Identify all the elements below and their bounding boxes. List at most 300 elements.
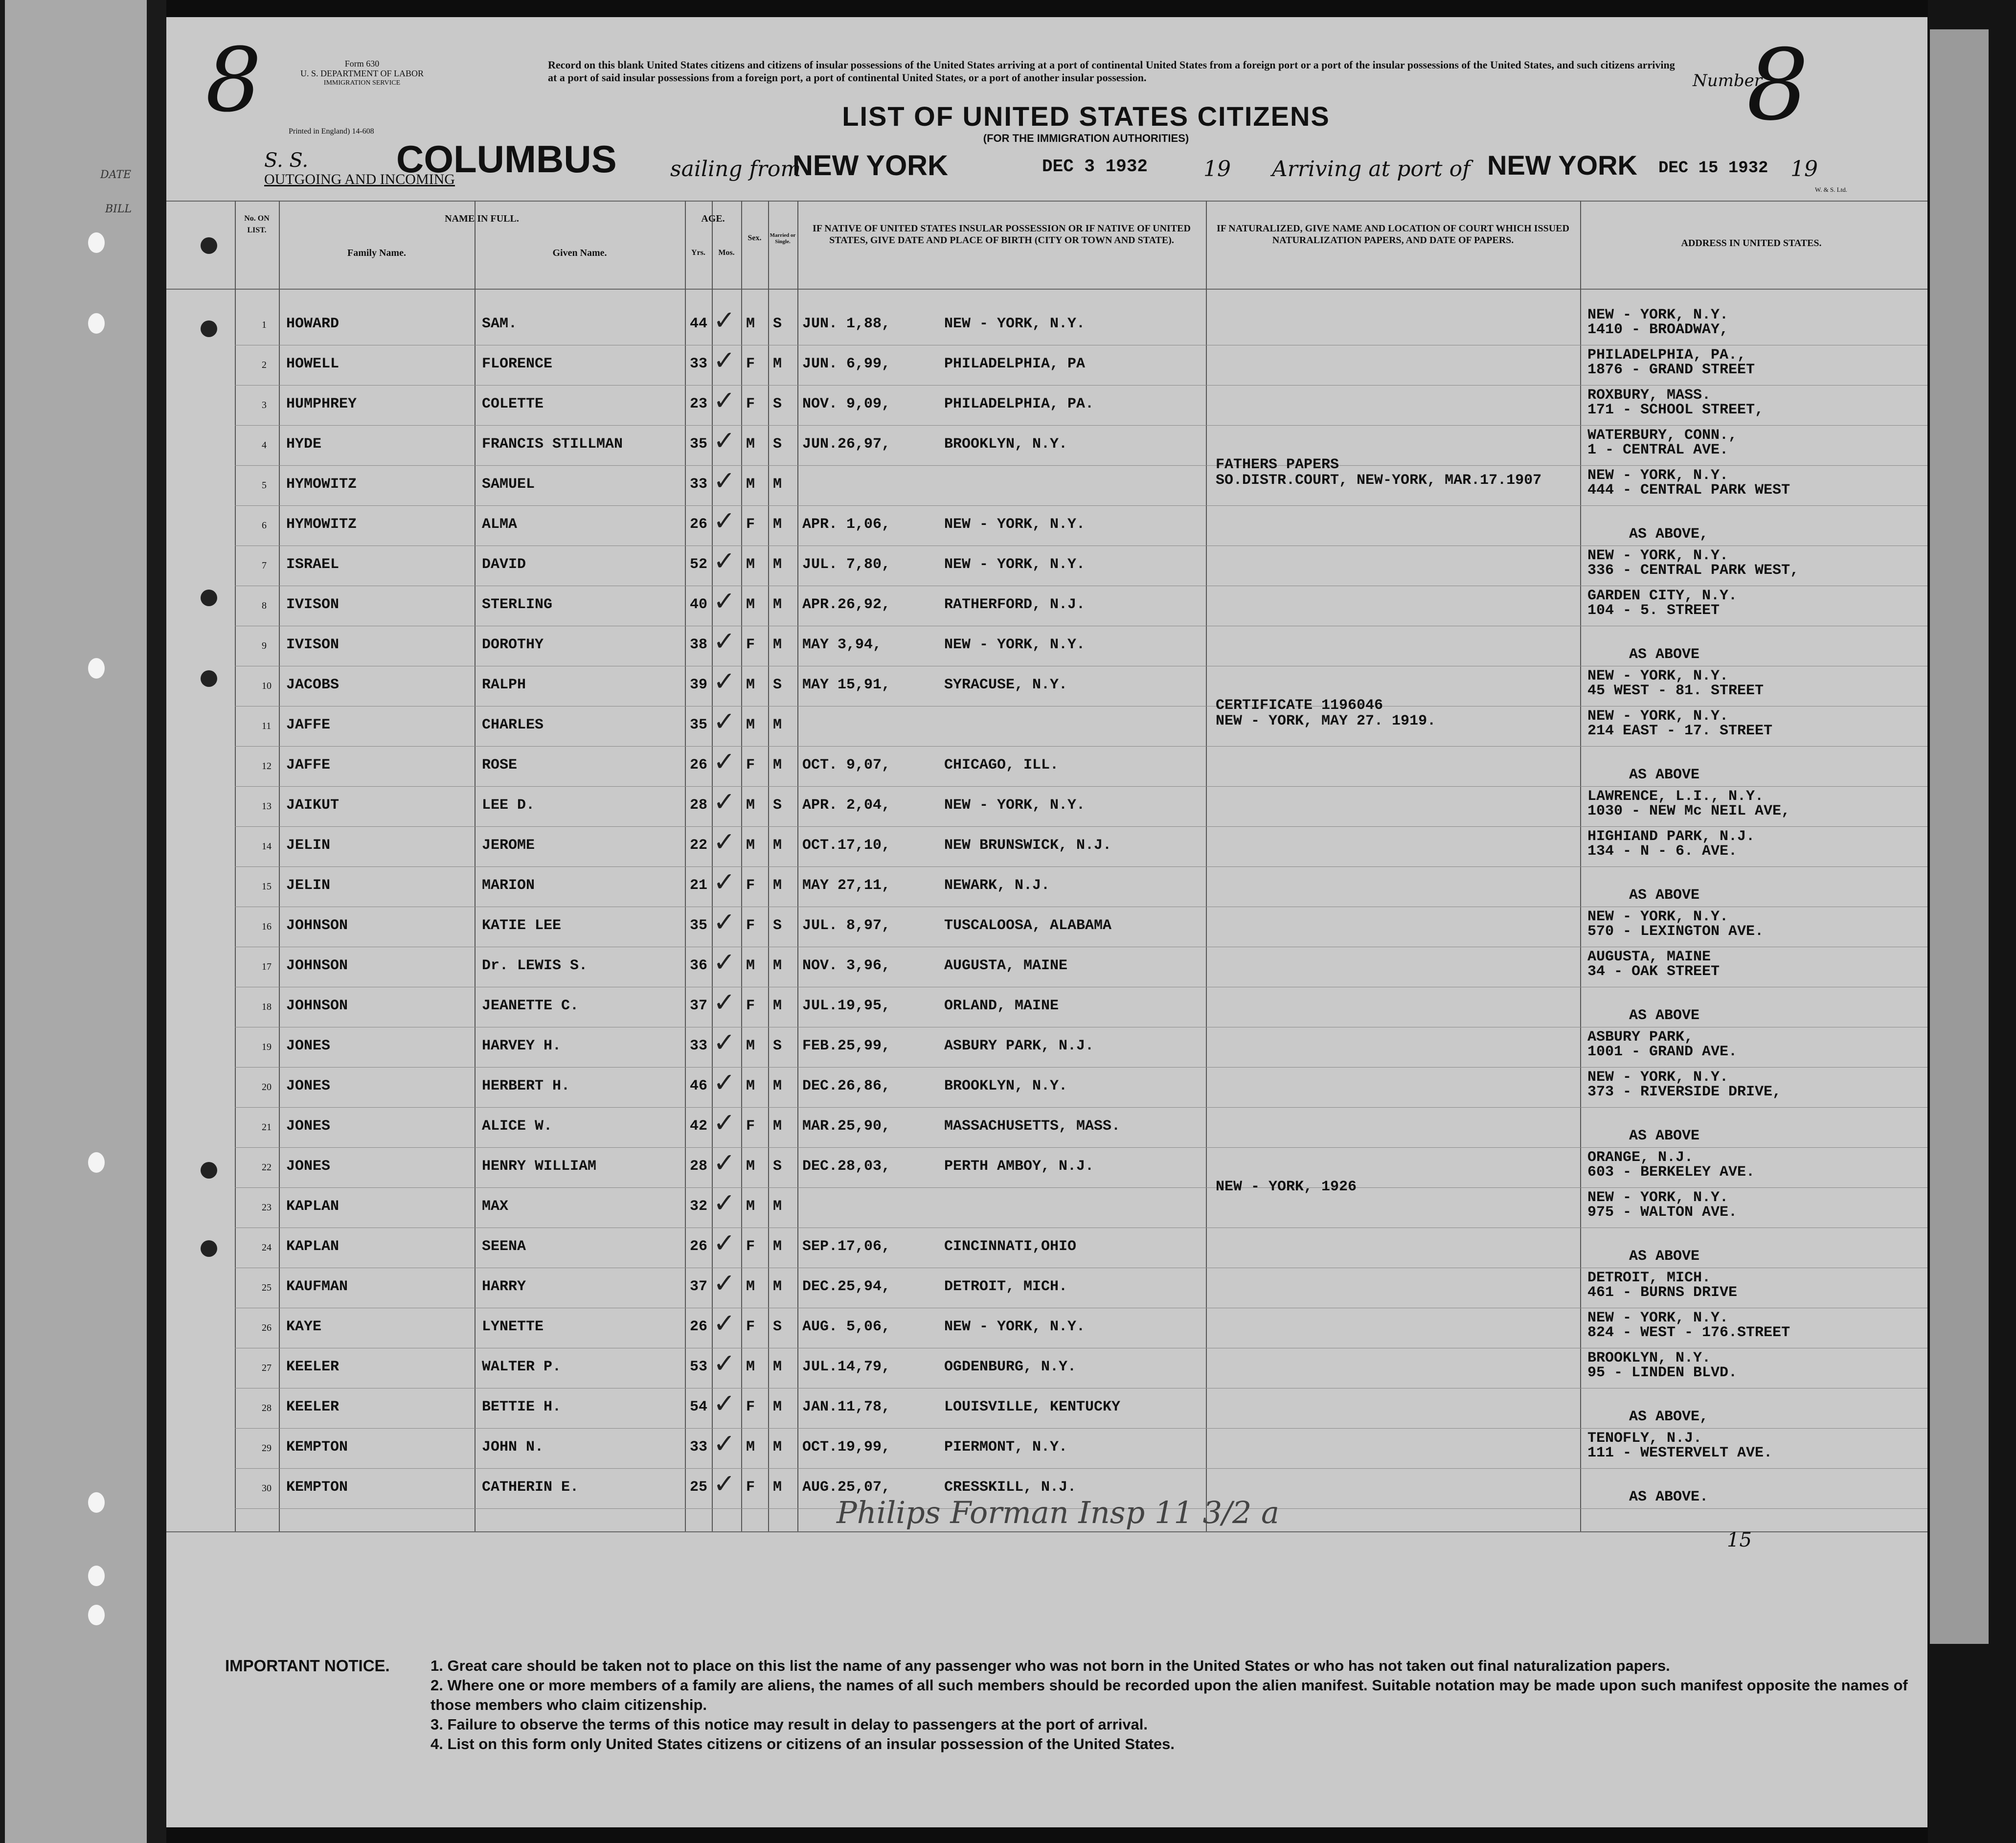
- punch-hole: [88, 1152, 105, 1173]
- row-family: JELIN: [286, 837, 331, 854]
- row-birth-place: ASBURY PARK, N.J.: [944, 1038, 1094, 1054]
- row-rule: [235, 505, 1927, 506]
- row-address-2: 104 - 5. STREET: [1587, 602, 1720, 619]
- row-birth-place: NEW BRUNSWICK, N.J.: [944, 837, 1112, 854]
- row-sex: F: [746, 917, 755, 934]
- row-birth-date: OCT.19,99,: [802, 1439, 891, 1456]
- rule: [235, 201, 236, 1531]
- sailing-from-port: NEW YORK: [793, 150, 948, 182]
- col-yrs: Yrs.: [691, 249, 705, 257]
- row-birth-place: DETROIT, MICH.: [944, 1278, 1068, 1295]
- row-no: 1: [262, 319, 267, 330]
- notice-item-2: 2. Where one or more members of a family are aliens, the names of all such members should be recorded upon the alien manifest. Suitable notation may be made upon such manifest opposite the names of those members who claim citizenship.: [430, 1677, 1908, 1713]
- checkmark-icon: ✓: [713, 866, 736, 897]
- number-label: Number: [1693, 71, 1763, 91]
- row-birth-date: MAY 3,94,: [802, 637, 882, 653]
- punch-hole: [201, 1240, 217, 1257]
- row-no: 27: [262, 1363, 272, 1373]
- checkmark-icon: ✓: [713, 786, 736, 817]
- department: U. S. DEPARTMENT OF LABOR: [300, 68, 424, 78]
- arriving-port: NEW YORK: [1487, 150, 1637, 181]
- row-family: IVISON: [286, 596, 340, 613]
- row-address-1: DETROIT, MICH.: [1587, 1270, 1711, 1286]
- row-family: JONES: [286, 1078, 331, 1094]
- row-address-2: AS ABOVE: [1629, 1128, 1700, 1144]
- row-birth-date: JUN.26,97,: [802, 436, 891, 453]
- row-given: CHARLES: [482, 717, 544, 733]
- row-sex: M: [746, 797, 755, 814]
- row-birth-place: PIERMONT, N.Y.: [944, 1439, 1068, 1456]
- page-mark-left: 8: [205, 29, 262, 132]
- row-sex: M: [746, 1198, 755, 1215]
- row-address-2: 373 - RIVERSIDE DRIVE,: [1587, 1084, 1782, 1100]
- row-address-1: NEW - YORK, N.Y.: [1587, 668, 1729, 684]
- row-given: MAX: [482, 1198, 509, 1215]
- row-birth-place: NEW - YORK, N.Y.: [944, 516, 1086, 533]
- row-given: HENRY WILLIAM: [482, 1158, 597, 1175]
- row-address-1: AUGUSTA, MAINE: [1587, 949, 1711, 965]
- row-birth-place: PHILADELPHIA, PA.: [944, 396, 1094, 412]
- row-sex: M: [746, 1439, 755, 1456]
- row-age: 35: [690, 436, 708, 453]
- row-no: 5: [262, 480, 267, 491]
- form-number: Form 630: [344, 59, 380, 68]
- row-given: BETTIE H.: [482, 1399, 562, 1415]
- row-address-1: NEW - YORK, N.Y.: [1587, 708, 1729, 725]
- row-age: 33: [690, 1439, 708, 1456]
- row-sex: F: [746, 1118, 755, 1135]
- row-no: 26: [262, 1322, 272, 1333]
- row-family: JONES: [286, 1158, 331, 1175]
- rule: [166, 289, 1927, 290]
- row-given: ALICE W.: [482, 1118, 553, 1135]
- checkmark-icon: ✓: [713, 1187, 736, 1218]
- row-age: 44: [690, 316, 708, 332]
- side-stamp-date: DATE: [100, 169, 132, 181]
- row-address-2: AS ABOVE: [1629, 646, 1700, 663]
- row-birth-place: ORLAND, MAINE: [944, 998, 1059, 1014]
- row-rule: [235, 786, 1927, 787]
- row-address-1: ASBURY PARK,: [1587, 1029, 1694, 1046]
- row-no: 19: [262, 1042, 272, 1052]
- row-given: SAMUEL: [482, 476, 535, 493]
- row-address-2: AS ABOVE: [1629, 1007, 1700, 1024]
- row-given: HERBERT H.: [482, 1078, 570, 1094]
- side-stamp-bill: BILL: [105, 203, 132, 215]
- row-address-1: ROXBURY, MASS.: [1587, 387, 1711, 404]
- row-no: 14: [262, 841, 272, 852]
- row-given: HARVEY H.: [482, 1038, 562, 1054]
- service: IMMIGRATION SERVICE: [323, 79, 401, 87]
- adjacent-page-strip: [5, 0, 147, 1843]
- row-sex: F: [746, 396, 755, 412]
- row-marital: M: [773, 556, 782, 573]
- row-birth-place: SYRACUSE, N.Y.: [944, 677, 1068, 693]
- checkmark-icon: ✓: [713, 1308, 736, 1339]
- row-marital: S: [773, 436, 782, 453]
- row-marital: M: [773, 1198, 782, 1215]
- row-given: LYNETTE: [482, 1319, 544, 1335]
- checkmark-icon: ✓: [713, 907, 736, 937]
- checkmark-icon: ✓: [713, 505, 736, 536]
- row-family: KAPLAN: [286, 1238, 340, 1255]
- row-sex: F: [746, 637, 755, 653]
- row-sex: F: [746, 998, 755, 1014]
- row-family: JONES: [286, 1118, 331, 1135]
- row-address-1: NEW - YORK, N.Y.: [1587, 1310, 1729, 1326]
- row-age: 53: [690, 1359, 708, 1375]
- row-family: KEMPTON: [286, 1439, 348, 1456]
- row-birth-place: TUSCALOOSA, ALABAMA: [944, 917, 1112, 934]
- checkmark-icon: ✓: [713, 1147, 736, 1178]
- row-sex: M: [746, 677, 755, 693]
- row-age: 23: [690, 396, 708, 412]
- row-given: ROSE: [482, 757, 518, 774]
- page-subtitle: (FOR THE IMMIGRATION AUTHORITIES): [983, 132, 1189, 144]
- row-marital: M: [773, 1078, 782, 1094]
- row-no: 3: [262, 400, 267, 410]
- outgoing-incoming: OUTGOING AND INCOMING: [264, 171, 455, 187]
- row-family: JACOBS: [286, 677, 340, 693]
- row-birth-place: CINCINNATI,OHIO: [944, 1238, 1077, 1255]
- row-given: RALPH: [482, 677, 526, 693]
- row-marital: M: [773, 356, 782, 372]
- row-family: JONES: [286, 1038, 331, 1054]
- col-married: Married or Single.: [770, 232, 796, 245]
- row-given: CATHERIN E.: [482, 1479, 579, 1496]
- row-marital: S: [773, 917, 782, 934]
- row-given: KATIE LEE: [482, 917, 562, 934]
- row-address-2: AS ABOVE.: [1629, 1489, 1709, 1505]
- row-given: COLETTE: [482, 396, 544, 412]
- row-marital: M: [773, 1118, 782, 1135]
- row-family: JAIKUT: [286, 797, 340, 814]
- row-sex: F: [746, 1319, 755, 1335]
- row-address-2: 570 - LEXINGTON AVE.: [1587, 923, 1764, 940]
- row-age: 37: [690, 998, 708, 1014]
- row-sex: M: [746, 1038, 755, 1054]
- row-sex: M: [746, 316, 755, 332]
- row-age: 22: [690, 837, 708, 854]
- row-birth-place: CRESSKILL, N.J.: [944, 1479, 1077, 1496]
- row-sex: M: [746, 1078, 755, 1094]
- col-address: ADDRESS IN UNITED STATES.: [1681, 238, 1822, 249]
- row-family: KAYE: [286, 1319, 322, 1335]
- row-marital: S: [773, 316, 782, 332]
- row-marital: M: [773, 837, 782, 854]
- row-given: HARRY: [482, 1278, 526, 1295]
- rule: [741, 201, 742, 1531]
- row-birth-place: NEWARK, N.J.: [944, 877, 1050, 894]
- row-birth-place: CHICAGO, ILL.: [944, 757, 1059, 774]
- row-rule: [235, 826, 1927, 827]
- row-birth-place: AUGUSTA, MAINE: [944, 957, 1068, 974]
- notice-label: IMPORTANT NOTICE.: [225, 1657, 390, 1675]
- row-given: ALMA: [482, 516, 518, 533]
- row-age: 33: [690, 1038, 708, 1054]
- row-marital: M: [773, 1278, 782, 1295]
- row-address-2: 461 - BURNS DRIVE: [1587, 1284, 1738, 1301]
- row-sex: M: [746, 436, 755, 453]
- row-family: KAUFMAN: [286, 1278, 348, 1295]
- rule: [712, 201, 713, 1531]
- punch-hole: [201, 590, 217, 606]
- row-birth-date: MAY 15,91,: [802, 677, 891, 693]
- row-sex: F: [746, 1238, 755, 1255]
- row-family: KEELER: [286, 1399, 340, 1415]
- row-marital: M: [773, 877, 782, 894]
- row-age: 25: [690, 1479, 708, 1496]
- checkmark-icon: ✓: [713, 1468, 736, 1499]
- row-age: 40: [690, 596, 708, 613]
- row-family: IVISON: [286, 637, 340, 653]
- number-value: 8: [1746, 28, 1809, 142]
- col-mos: Mos.: [718, 249, 735, 257]
- row-address-2: 34 - OAK STREET: [1587, 963, 1720, 980]
- punch-hole: [201, 670, 217, 687]
- row-birth-date: JUL.19,95,: [802, 998, 891, 1014]
- punch-hole: [201, 237, 217, 254]
- rule: [768, 201, 769, 1531]
- row-address-2: 1410 - BROADWAY,: [1587, 321, 1729, 338]
- rule: [166, 201, 1927, 202]
- checkmark-icon: ✓: [713, 666, 736, 697]
- row-marital: M: [773, 1479, 782, 1496]
- row-birth-date: NOV. 9,09,: [802, 396, 891, 412]
- sailing-date: DEC 3 1932: [1042, 157, 1148, 177]
- row-address-2: 214 EAST - 17. STREET: [1587, 723, 1773, 739]
- row-given: SAM.: [482, 316, 518, 332]
- row-address-1: NEW - YORK, N.Y.: [1587, 307, 1729, 323]
- row-address-2: 171 - SCHOOL STREET,: [1587, 402, 1764, 418]
- rule: [797, 201, 798, 1531]
- row-sex: F: [746, 757, 755, 774]
- row-no: 28: [262, 1403, 272, 1413]
- row-given: FRANCIS STILLMAN: [482, 436, 623, 453]
- row-birth-date: APR.26,92,: [802, 596, 891, 613]
- checkmark-icon: ✓: [713, 465, 736, 496]
- row-family: HUMPHREY: [286, 396, 357, 412]
- row-address-2: 134 - N - 6. AVE.: [1587, 843, 1738, 860]
- row-address-2: 95 - LINDEN BLVD.: [1587, 1365, 1738, 1381]
- checkmark-icon: ✓: [713, 1348, 736, 1379]
- row-sex: M: [746, 596, 755, 613]
- row-no: 9: [262, 640, 267, 651]
- row-marital: S: [773, 396, 782, 412]
- row-no: 12: [262, 761, 272, 772]
- row-age: 33: [690, 356, 708, 372]
- row-birth-date: JUN. 1,88,: [802, 316, 891, 332]
- row-address-2: AS ABOVE,: [1629, 526, 1709, 543]
- row-birth-place: PERTH AMBOY, N.J.: [944, 1158, 1094, 1175]
- checkmark-icon: ✓: [713, 1228, 736, 1258]
- row-no: 4: [262, 440, 267, 451]
- checkmark-icon: ✓: [713, 345, 736, 376]
- arriving-date: DEC 15 1932: [1658, 159, 1768, 178]
- row-address-2: AS ABOVE,: [1629, 1409, 1709, 1425]
- row-family: JOHNSON: [286, 957, 348, 974]
- row-rule: [235, 465, 1927, 466]
- row-no: 29: [262, 1443, 272, 1454]
- row-age: 33: [690, 476, 708, 493]
- row-family: JELIN: [286, 877, 331, 894]
- row-marital: M: [773, 717, 782, 733]
- checkmark-icon: ✓: [713, 305, 736, 336]
- row-marital: S: [773, 1038, 782, 1054]
- row-birth-date: MAY 27,11,: [802, 877, 891, 894]
- row-no: 21: [262, 1122, 272, 1133]
- row-address-2: 336 - CENTRAL PARK WEST,: [1587, 562, 1799, 579]
- row-birth-date: SEP.17,06,: [802, 1238, 891, 1255]
- row-naturalized-2: SO.DISTR.COURT, NEW-YORK, MAR.17.1907: [1216, 472, 1542, 489]
- checkmark-icon: ✓: [713, 385, 736, 416]
- row-sex: M: [746, 476, 755, 493]
- checkmark-icon: ✓: [713, 706, 736, 737]
- row-sex: M: [746, 717, 755, 733]
- row-naturalized-1: FATHERS PAPERS: [1216, 456, 1339, 473]
- row-given: JOHN N.: [482, 1439, 544, 1456]
- checkmark-icon: ✓: [713, 586, 736, 616]
- row-rule: [235, 1067, 1927, 1068]
- row-rule: [235, 425, 1927, 426]
- ship-name: COLUMBUS: [396, 137, 617, 181]
- row-age: 54: [690, 1399, 708, 1415]
- row-marital: S: [773, 797, 782, 814]
- row-age: 26: [690, 516, 708, 533]
- rule: [1580, 201, 1581, 1531]
- row-address-2: 603 - BERKELEY AVE.: [1587, 1164, 1755, 1181]
- row-age: 36: [690, 957, 708, 974]
- row-family: HYMOWITZ: [286, 516, 357, 533]
- rule: [475, 201, 476, 1531]
- row-no: 15: [262, 881, 272, 892]
- row-birth-place: NEW - YORK, N.Y.: [944, 316, 1086, 332]
- row-birth-date: JUN. 6,99,: [802, 356, 891, 372]
- row-marital: M: [773, 516, 782, 533]
- row-no: 30: [262, 1483, 272, 1494]
- notice-item-4: 4. List on this form only United States citizens or citizens of an insular possession of the United States.: [430, 1735, 1175, 1752]
- row-address-1: NEW - YORK, N.Y.: [1587, 1189, 1729, 1206]
- row-address-2: 444 - CENTRAL PARK WEST: [1587, 482, 1790, 499]
- row-age: 42: [690, 1118, 708, 1135]
- checkmark-icon: ✓: [713, 1107, 736, 1138]
- row-age: 26: [690, 757, 708, 774]
- row-address-1: GARDEN CITY, N.Y.: [1587, 588, 1738, 604]
- row-birth-place: LOUISVILLE, KENTUCKY: [944, 1399, 1121, 1415]
- printed-note: Printed in England) 14-608: [289, 127, 374, 136]
- row-no: 22: [262, 1162, 272, 1173]
- col-sex: Sex.: [748, 234, 762, 242]
- page-title: LIST OF UNITED STATES CITIZENS: [842, 101, 1330, 132]
- row-no: 8: [262, 600, 267, 611]
- row-marital: M: [773, 1359, 782, 1375]
- row-birth-place: BROOKLYN, N.Y.: [944, 436, 1068, 453]
- row-birth-place: BROOKLYN, N.Y.: [944, 1078, 1068, 1094]
- row-address-1: TENOFLY, N.J.: [1587, 1430, 1702, 1447]
- row-marital: M: [773, 1238, 782, 1255]
- row-birth-date: APR. 2,04,: [802, 797, 891, 814]
- punch-hole: [88, 313, 105, 334]
- checkmark-icon: ✓: [713, 746, 736, 777]
- row-address-2: AS ABOVE: [1629, 767, 1700, 783]
- row-birth-date: OCT.17,10,: [802, 837, 891, 854]
- row-birth-place: OGDENBURG, N.Y.: [944, 1359, 1077, 1375]
- row-marital: M: [773, 757, 782, 774]
- row-sex: M: [746, 1359, 755, 1375]
- row-address-1: WATERBURY, CONN.,: [1587, 427, 1738, 444]
- adjacent-page-right: [1930, 29, 1989, 1644]
- row-no: 20: [262, 1082, 272, 1092]
- row-no: 13: [262, 801, 272, 812]
- row-birth-place: NEW - YORK, N.Y.: [944, 556, 1086, 573]
- checkmark-icon: ✓: [713, 1027, 736, 1058]
- row-given: DOROTHY: [482, 637, 544, 653]
- row-rule: [235, 1428, 1927, 1429]
- ss-label: S. S.: [264, 149, 309, 172]
- row-family: HYDE: [286, 436, 322, 453]
- row-birth-place: NEW - YORK, N.Y.: [944, 797, 1086, 814]
- row-given: MARION: [482, 877, 535, 894]
- rule: [685, 201, 686, 1531]
- row-age: 21: [690, 877, 708, 894]
- row-age: 28: [690, 797, 708, 814]
- row-no: 17: [262, 961, 272, 972]
- col-given: Given Name.: [552, 248, 607, 258]
- row-given: DAVID: [482, 556, 526, 573]
- row-age: 26: [690, 1238, 708, 1255]
- row-no: 24: [262, 1242, 272, 1253]
- row-sex: M: [746, 556, 755, 573]
- row-family: KEMPTON: [286, 1479, 348, 1496]
- punch-hole: [88, 658, 105, 679]
- row-rule: [235, 746, 1927, 747]
- row-birth-place: MASSACHUSETTS, MASS.: [944, 1118, 1121, 1135]
- row-age: 26: [690, 1319, 708, 1335]
- row-address-1: NEW - YORK, N.Y.: [1587, 467, 1729, 484]
- checkmark-icon: ✓: [713, 987, 736, 1018]
- row-given: WALTER P.: [482, 1359, 562, 1375]
- row-rule: [235, 385, 1927, 386]
- row-family: JOHNSON: [286, 998, 348, 1014]
- checkmark-icon: ✓: [713, 947, 736, 978]
- row-age: 46: [690, 1078, 708, 1094]
- row-family: ISRAEL: [286, 556, 340, 573]
- row-marital: S: [773, 677, 782, 693]
- row-birth-place: PHILADELPHIA, PA: [944, 356, 1086, 372]
- handwritten-page-number: 15: [1727, 1529, 1752, 1551]
- row-age: 35: [690, 917, 708, 934]
- row-sex: M: [746, 957, 755, 974]
- row-birth-date: DEC.25,94,: [802, 1278, 891, 1295]
- row-birth-date: DEC.26,86,: [802, 1078, 891, 1094]
- row-sex: M: [746, 1278, 755, 1295]
- row-age: 39: [690, 677, 708, 693]
- printer-mark: W. & S. Ltd.: [1815, 186, 1847, 193]
- row-rule: [235, 1187, 1927, 1188]
- col-naturalized: IF NATURALIZED, GIVE NAME AND LOCATION OF COURT WHICH ISSUED NATURALIZATION PAPERS, AND DATE OF PAPERS.: [1217, 223, 1569, 246]
- row-no: 25: [262, 1282, 272, 1293]
- row-sex: M: [746, 1158, 755, 1175]
- row-address-2: 975 - WALTON AVE.: [1587, 1204, 1738, 1221]
- row-birth-place: NEW - YORK, N.Y.: [944, 637, 1086, 653]
- row-no: 10: [262, 681, 272, 691]
- row-sex: M: [746, 837, 755, 854]
- row-marital: M: [773, 596, 782, 613]
- punch-hole: [88, 1605, 105, 1625]
- row-birth-date: AUG.25,07,: [802, 1479, 891, 1496]
- checkmark-icon: ✓: [713, 1268, 736, 1298]
- row-marital: S: [773, 1158, 782, 1175]
